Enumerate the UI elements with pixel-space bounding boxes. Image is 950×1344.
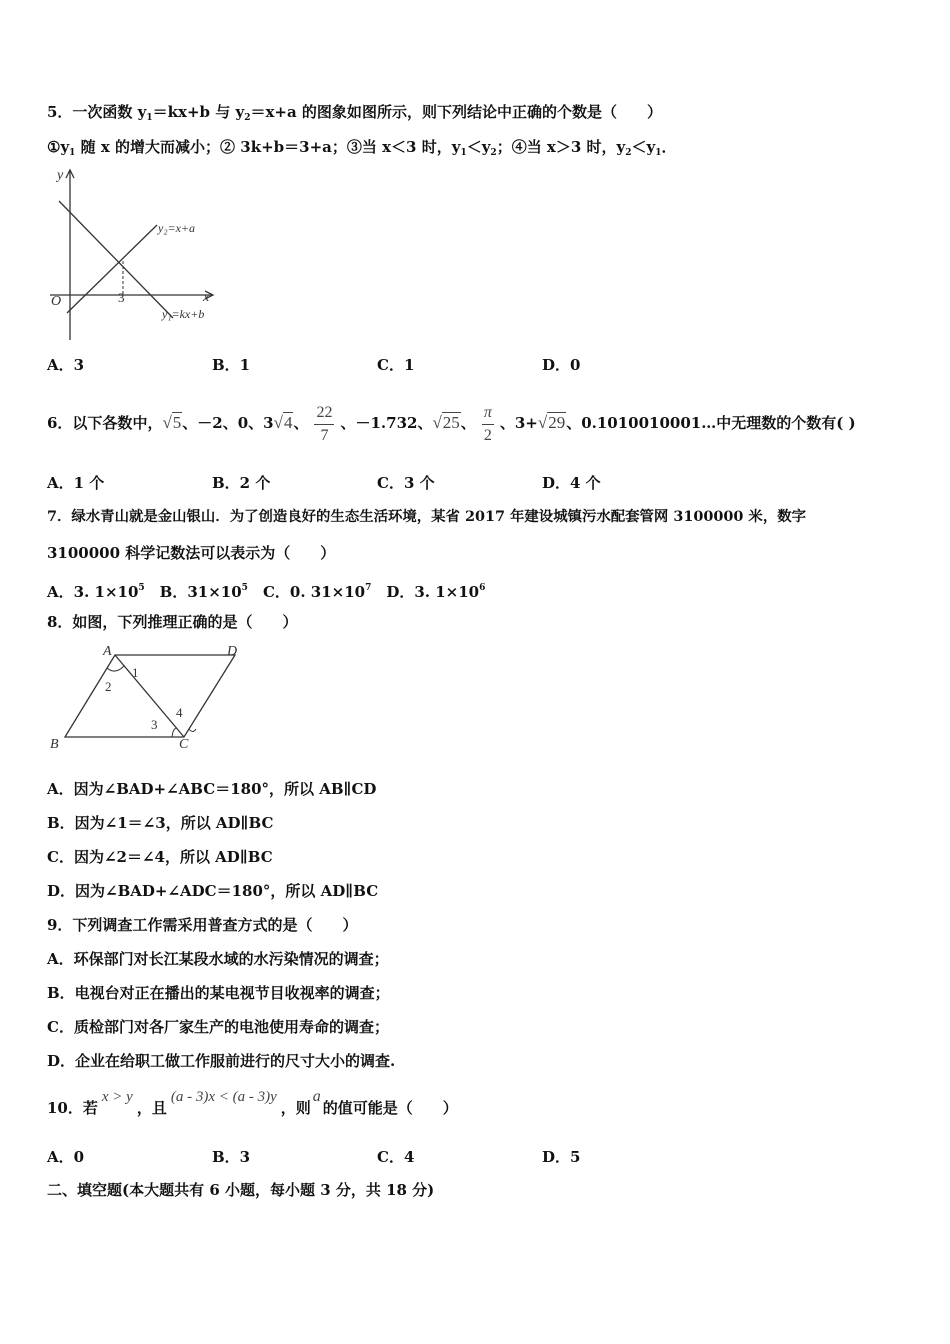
vertex-b: B — [50, 737, 59, 752]
q5-statements: $①y_1$ 随 x 的增大而减小；② 3k+b＝3+a；③当 x＜3 时，$y_1<y_2$；④当 x＞3 时，$y_2<y_1$． — [47, 138, 677, 158]
q7-stem-line1: 7．绿水青山就是金山银山．为了创造良好的生态生活环境，某省 2017 年建设城镇污水配套管网 3100000 米，数字 — [47, 508, 806, 525]
q6-option-b[interactable]: B．2 个 — [212, 474, 271, 492]
origin-label: O — [51, 294, 62, 309]
q8-option-c[interactable]: C．因为∠2＝∠4，所以 AD∥BC — [47, 848, 273, 866]
q6-option-d[interactable]: D．4 个 — [542, 474, 601, 492]
q10-option-d[interactable]: D．5 — [542, 1148, 581, 1166]
q10-cond2: (a - 3)x < (a - 3)y — [170, 1089, 277, 1105]
q7-stem-line2: 3100000 科学记数法可以表示为（ ） — [47, 544, 336, 562]
line2-label: y₂=x+a — [158, 221, 196, 235]
q7-option-b: B．$31\times 10^5$ — [144, 583, 248, 601]
fraction-22-7: $\frac{22}{7}$ — [316, 403, 333, 444]
q6-stem: 6．以下各数中，√5、－2、0、3√4、 $\frac{22}{7}$ 、－1.732、√25、 $\frac{\pi}{2}$ 、3+√29、0.1010010001…中无理数的个数有( ) — [47, 388, 856, 458]
q10-stem: 10．若x > y，且(a - 3)x < (a - 3)y，则a的值可能是（ ） — [47, 1088, 458, 1117]
section-2-heading: 二、填空题(本大题共有 6 小题，每小题 3 分，共 18 分) — [47, 1181, 435, 1199]
angle-2: 2 — [105, 679, 112, 694]
q10-option-a[interactable]: A．0 — [47, 1148, 85, 1166]
q9-option-b[interactable]: B．电视台对正在播出的某电视节目收视率的调查； — [47, 984, 390, 1002]
tick-label: 3 — [118, 290, 125, 305]
angle-1: 1 — [132, 665, 139, 680]
q7-option-d: D．3. $1\times 10^6$ — [371, 583, 486, 601]
q7-option-c: C．0. $31\times 10^7$ — [247, 583, 372, 601]
q8-parallelogram-figure — [45, 642, 255, 757]
vertex-c: C — [179, 737, 189, 752]
angle-3: 3 — [151, 717, 158, 732]
x-axis-label: x — [203, 290, 210, 305]
q6-option-c[interactable]: C．3 个 — [377, 474, 435, 492]
sqrt-5: √5 — [162, 413, 182, 432]
q9-stem: 9．下列调查工作需采用普查方式的是（ ） — [47, 916, 358, 934]
q6-option-a[interactable]: A．1 个 — [47, 474, 105, 492]
vertex-a: A — [103, 644, 112, 659]
q9-option-a[interactable]: A．环保部门对长江某段水域的水污染情况的调查； — [47, 950, 389, 968]
q7-options[interactable] — [47, 578, 485, 602]
q5-stem: 5．一次函数 $y_1=kx+b$ 与 $y_2=x+a$ 的图象如图所示，则下列结论中正确的个数是（ ） — [47, 103, 662, 123]
q5-option-b[interactable]: B．1 — [212, 356, 251, 374]
q5-option-d[interactable]: D．0 — [542, 356, 581, 374]
q10-cond1: x > y — [101, 1089, 133, 1105]
q8-option-d[interactable]: D．因为∠BAD+∠ADC＝180°，所以 AD∥BC — [47, 882, 379, 900]
q10-option-c[interactable]: C．4 — [377, 1148, 415, 1166]
sqrt-4: √4 — [273, 413, 293, 432]
sqrt-29: √29 — [537, 413, 566, 432]
q5-option-c[interactable]: C．1 — [377, 356, 415, 374]
q9-option-c[interactable]: C．质检部门对各厂家生产的电池使用寿命的调查； — [47, 1018, 389, 1036]
vertex-d: D — [227, 644, 238, 659]
q10-option-b[interactable]: B．3 — [212, 1148, 251, 1166]
q7-option-a: A．3. $1\times 10^5$ — [47, 583, 145, 601]
q5-graph — [45, 165, 235, 345]
q8-option-a[interactable]: A．因为∠BAD+∠ABC＝180°，所以 AB∥CD — [47, 780, 377, 798]
q10-var: a — [312, 1088, 321, 1105]
sqrt-25: √25 — [432, 413, 460, 432]
angle-4: 4 — [176, 705, 183, 720]
fraction-pi-2: $\frac{\pi}{2}$ — [483, 403, 492, 444]
q9-option-d[interactable]: D．企业在给职工做工作服前进行的尺寸大小的调查. — [47, 1052, 396, 1070]
q5-option-a[interactable]: A．3 — [47, 356, 85, 374]
line1-label: y₁=kx+b — [162, 307, 205, 321]
q8-stem: 8．如图，下列推理正确的是（ ） — [47, 613, 298, 631]
q8-option-b[interactable]: B．因为∠1＝∠3，所以 AD∥BC — [47, 814, 274, 832]
y-axis-label: y — [57, 168, 64, 183]
